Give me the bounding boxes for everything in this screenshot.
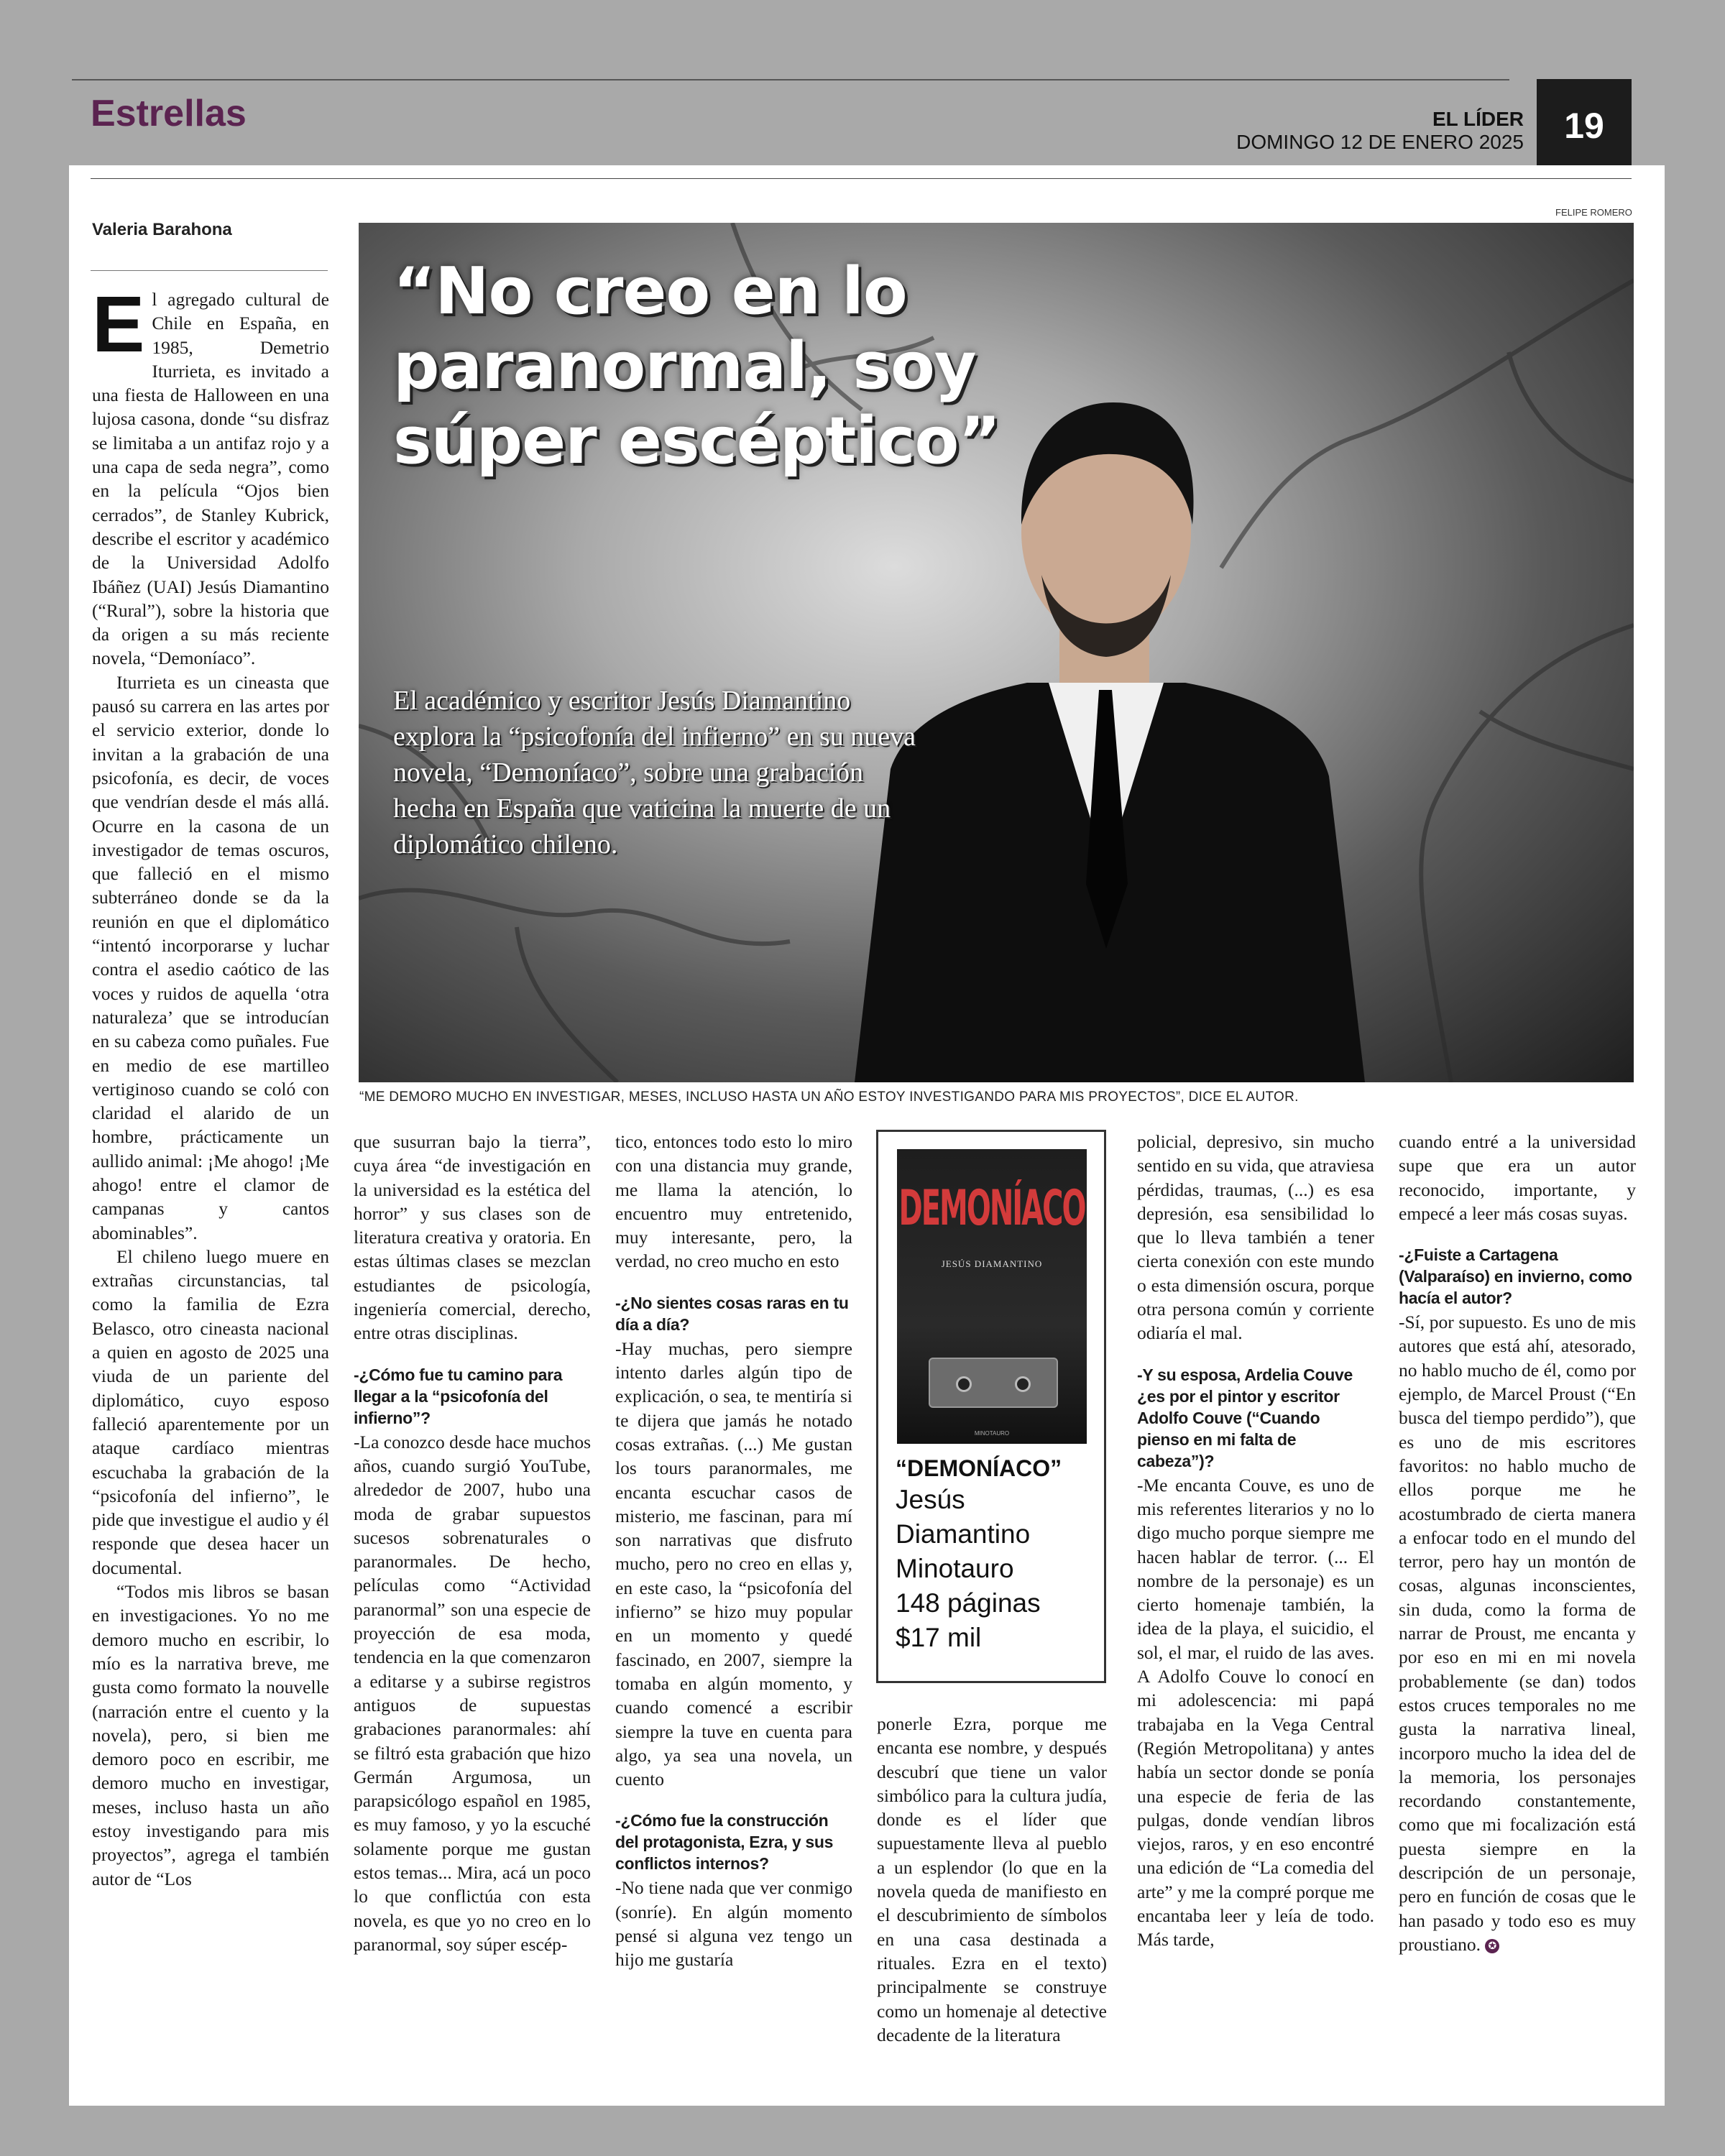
photo-caption: “ME DEMORO MUCHO EN INVESTIGAR, MESES, INCLUSO HASTA UN AÑO ESTOY INVESTIGANDO PARA MIS PROYECTOS”, DICE EL AUTOR. [359,1089,1299,1105]
lead-text: l agregado cultural de Chile en España, en 1985, Demetrio Iturrieta, es invitado a una fiesta de Halloween en una lujosa casona, donde “su disfraz se limitaba a un antifaz rojo y a una capa de seda negra”, como en la película “Ojos bien cerrados”, de Stanley Kubrick, describe el escritor y académico de la Universidad Adolfo Ibáñez (UAI) Jesús Diamantino (“Rural”), sobre la historia que da origen a su más reciente novela, “Demoníaco”. [92,289,329,669]
answer [1399,1310,1636,1956]
question: -¿Cómo fue la construcción del protagonista, Ezra, y sus conflictos internos? [615,1811,834,1874]
book-info-box [876,1130,1106,1683]
book-publisher: Minotauro [896,1554,1014,1583]
article-page [69,165,1665,2106]
paragraph: tico, entonces todo esto lo miro con una distancia muy grande, me llama la atención, lo encuentro muy entretenido, muy interesante, pero, la verdad, no creo mucho en esto [615,1131,852,1272]
reel-icon [1015,1376,1031,1392]
book-title: “DEMONÍACO” [896,1455,1062,1481]
column-2 [354,1130,591,1956]
cover-title: DEMONÍACO [898,1181,1085,1238]
paragraph: El chileno luego muere en extrañas circunstancias, tal como la familia de Ezra Belasco, otro cineasta nacional a quien en agosto de 2025 una viuda de un pariente del diplomático, cuyo esposo falleció aparentemente por un ataque cardíaco mientras escuchaba la grabación de la “psicofonía del infierno”, le pide que investigue el audio y él responde que desea hacer un documental. [92,1245,329,1578]
section-title: Estrellas [91,93,247,134]
column-1 [92,280,329,1891]
top-rule [72,79,1509,80]
lead-paragraph [92,280,329,671]
masthead [1236,108,1524,154]
end-mark-icon: ✪ [1485,1939,1499,1953]
paragraph: ponerle Ezra, porque me encanta ese nombre, y después descubrí que tiene un valor simbólico para la cultura judía, donde es el líder que supuestamente lleva al pueblo a un esplendor (lo que en la novela queda de manifiesto en el descubrimiento de símbolos en una casa destinada a rituales. Ezra en el texto) principalmente se construye como un homenaje al detective decadente de la literatura [877,1713,1107,2045]
paragraph: “Todos mis libros se basan en investigaciones. Yo no me demoro mucho en escribir, lo mío es la narrativa breve, me gusta como formato la nouvelle (narración entre el cuento y la novela), pero, si bien me demoro poco en escribir, me demoro mucho en investigar, meses, incluso hasta un año estoy investigando para mis proyectos”, agrega el también autor de “Los [92,1581,329,1889]
author-photo [359,223,1634,1082]
book-pages: 148 páginas [896,1588,1041,1618]
book-author: Jesús Diamantino [896,1485,1031,1549]
column-4 [877,1712,1107,2047]
paper-name: EL LÍDER [1432,108,1524,130]
photo-credit: FELIPE ROMERO [1555,207,1632,218]
paragraph: cuando entré a la universidad supe que era un autor reconocido, importante, y empecé a leer más cosas suyas. [1399,1131,1636,1224]
book-cover [897,1149,1087,1444]
cassette-icon [929,1358,1058,1408]
byline: Valeria Barahona [92,220,232,239]
reel-icon [956,1376,972,1392]
book-price: $17 mil [896,1623,982,1652]
answer: -Hay muchas, pero siempre intento darles algún tipo de explicación, o sea, te mentiría si te dijera que jamás he notado cosas extrañas. (...) Me gustan los tours paranormales, me encanta escuchar casos de misterio, me fascinan, para mí son narrativas que disfruto mucho, pero no creo en ellas y, en este caso, la “psicofonía del infierno” se hizo muy popular en un momento y quedé fascinado, en 2007, siempre la tomaba en algún momento, y cuando comencé a escribir siempre la tuve en cuenta para algo, ya sea una novela, un cuento [615,1337,852,1790]
question: -¿No sientes cosas raras en tu día a día? [615,1293,849,1334]
cover-author: JESÚS DIAMANTINO [941,1258,1043,1269]
question: -Y su esposa, Ardelia Couve ¿es por el pintor y escritor Adolfo Couve (“Cuando pienso en mi falta de cabeza”)? [1137,1365,1353,1470]
book-details [896,1454,1097,1655]
question: -¿Cómo fue tu camino para llegar a la “psicofonía del infierno”? [354,1365,563,1427]
column-3 [615,1130,852,1972]
paragraph: policial, depresivo, sin mucho sentido en su vida, que atraviesa pérdidas, traumas, (...) es esa depresión, esa sensibilidad lo que lo lleva también a tener cierta conexión con este mundo o esta dimensión oscura, porque otra persona común y corriente odiaría el mal. [1137,1131,1374,1344]
paragraph: que susurran bajo la tierra”, cuya área “de investigación en la universidad es la estética del horror” y sus clases son de literatura creativa y oratoria. En estas últimas clases se mezclan estudiantes de psicología, ingeniería comercial, derecho, entre otras disciplinas. [354,1131,591,1344]
byline-divider [91,270,328,271]
answer-text: -Sí, por supuesto. Es uno de mis autores que está ahí, atesorado, no hablo mucho de él, como por ejemplo, de Marcel Proust (“En busca del tiempo perdido”), que es uno de mis escritores favoritos: no hablo mucho de ellos porque me he acostumbrado de cierta manera a enfocar todo en el mundo del terror, pero hay un montón de cosas, algunas inconscientes, sin duda, como la forma de narrar de Proust, me encanta y por eso en mi en mi novela probablemente (se dan) todos estos cruces temporales no me gusta la narrativa lineal, incorporo mucho la idea del de la memoria, los personajes recordando constantemente, como que mi focalización está puesta siempre en la descripción de un personaje, pero en función de cosas que le han pasado y todo eso es muy proustiano. [1399,1312,1636,1955]
answer: -Me encanta Couve, es uno de mis referentes literarios y no lo digo mucho porque siempre me hacen hablar de terror. (... El nombre de la personaje) es un cierto homenaje también, la idea de la playa, el suicidio, el sol, el mar, el ruido de las aves. A Adolfo Couve lo conocí en mi adolescencia: mi papá trabajaba en la Vega Central (Región Metropolitana) y antes había un sector donde se ponía una especie de feria de las pulgas, donde vendían libros viejos, raros, y en eso encontré una edición de “La comedia del arte” y me la compré porque me encantaba leer y leía de todo. Más tarde, [1137,1474,1374,1950]
issue-date: DOMINGO 12 DE ENERO 2025 [1236,131,1524,153]
header-divider [91,178,1632,179]
column-5 [1137,1130,1374,1952]
question: -¿Fuiste a Cartagena (Valparaíso) en invierno, como hacía el autor? [1399,1245,1632,1308]
man-figure [855,402,1365,1082]
cover-publisher: MINOTAURO [974,1430,1010,1437]
headline: “No creo en lo paranormal, soy súper escéptico” [393,254,1000,479]
page-number: 19 [1537,79,1632,172]
column-6 [1399,1130,1636,1956]
drop-cap: E [92,280,145,369]
answer: -La conozco desde hace muchos años, cuando surgió YouTube, alrededor de 2007, hubo una moda de grabar supuestos sucesos sobrenaturales o paranormales. De hecho, películas como “Actividad paranormal” son una especie de proyección de esa moda, tendencia en la que comenzaron a editarse y a subirse registros antiguos de supuestas grabaciones paranormales: ahí se filtró esta grabación que hizo Germán Argumosa, un parapsicólogo español en 1985, es muy famoso, y yo la escuché solamente porque me gustan estos temas... Mira, acá un poco lo que conflictúa con esta novela, es que yo no creo en lo paranormal, soy súper escép- [354,1431,591,1955]
answer: -No tiene nada que ver conmigo (sonríe). En algún momento pensé si alguna vez tengo un hijo me gustaría [615,1877,852,1971]
deck: El académico y escritor Jesús Diamantino explora la “psicofonía del infierno” en su nueva novela, “Demoníaco”, sobre una grabación hecha en España que vaticina la muerte de un diplomático chileno. [393,686,916,860]
paragraph: Iturrieta es un cineasta que pausó su carrera en las artes por el servicio exterior, donde lo invitan a la grabación de una psicofonía, es decir, de voces que vendrían desde el más allá. Ocurre en la casona de un investigador de temas oscuros, que falleció en el mismo subterráneo donde se da la reunión en que el diplomático “intentó incorporarse y luchar contra el asedio caótico de las voces y ruidos de aquella ‘otra naturaleza’ que se introducían en su cabeza como puñales. Fue en medio de ese martilleo vertiginoso cuando se coló con claridad el alarido de un hombre, prácticamente un aullido animal: ¡Me ahogo! ¡Me ahogo! entre el clamor de campanas y cantos abominables”. [92,671,329,1243]
